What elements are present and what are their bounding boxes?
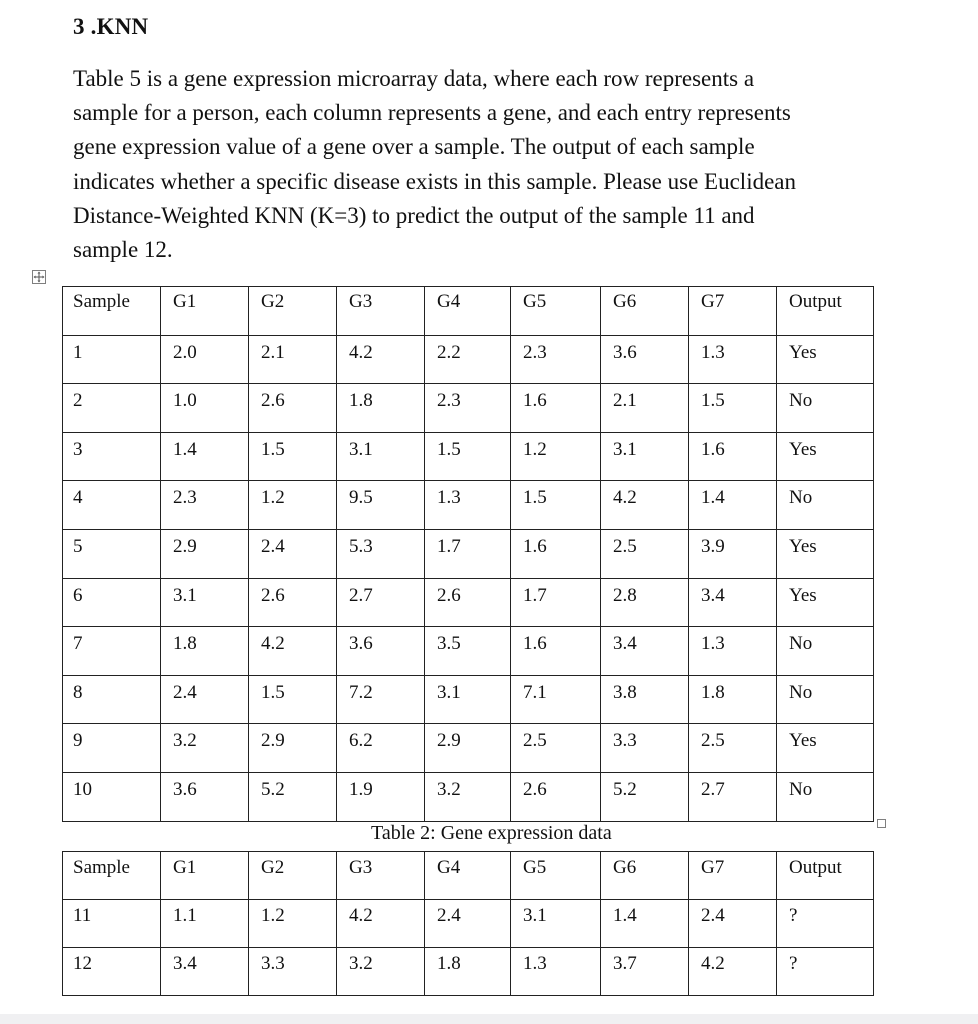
table-cell: 1.5 <box>689 384 777 433</box>
table-cell: 2.6 <box>249 384 337 433</box>
table-row <box>63 772 874 821</box>
table-cell: 2.1 <box>601 384 689 433</box>
table-cell: 9.5 <box>337 481 425 530</box>
table-row <box>63 948 874 996</box>
table-cell: 2.1 <box>249 335 337 384</box>
column-header: G5 <box>511 852 601 900</box>
table-cell: 2.9 <box>425 724 511 773</box>
column-header: G4 <box>425 287 511 336</box>
table-cell: 3.1 <box>511 900 601 948</box>
table-cell: 3.1 <box>161 578 249 627</box>
table-cell: 4.2 <box>689 948 777 996</box>
table-cell: 3.4 <box>601 627 689 676</box>
paragraph-line: gene expression value of a gene over a sample. The output of each sample <box>73 134 755 160</box>
table-cell: 4.2 <box>337 900 425 948</box>
table-cell: 3.2 <box>337 948 425 996</box>
table-header-row <box>63 287 874 336</box>
table-cell: 2.6 <box>511 772 601 821</box>
table-cell: 1.8 <box>161 627 249 676</box>
query-samples-table <box>62 851 874 996</box>
section-heading: 3 .KNN <box>73 14 149 39</box>
table-cell: 1.9 <box>337 772 425 821</box>
table-cell: 2.8 <box>601 578 689 627</box>
table-cell: 1.0 <box>161 384 249 433</box>
table-cell: 3.1 <box>425 675 511 724</box>
table-row <box>63 578 874 627</box>
table-cell: 5.3 <box>337 529 425 578</box>
column-header: G2 <box>249 852 337 900</box>
table-cell: 1.8 <box>337 384 425 433</box>
table-cell: 1.5 <box>511 481 601 530</box>
column-header: Sample <box>63 287 161 336</box>
table-cell: 5 <box>63 529 161 578</box>
table-cell: 1.3 <box>425 481 511 530</box>
table-cell: 1.4 <box>161 432 249 481</box>
table-cell: 2.4 <box>425 900 511 948</box>
table-cell: 12 <box>63 948 161 996</box>
table-cell: 2.9 <box>161 529 249 578</box>
table-cell: 2.5 <box>511 724 601 773</box>
table-cell: 1 <box>63 335 161 384</box>
table-cell: 11 <box>63 900 161 948</box>
table-cell: No <box>777 481 874 530</box>
table-cell: Yes <box>777 724 874 773</box>
table-header-row <box>63 852 874 900</box>
table-cell: 2.3 <box>161 481 249 530</box>
table-cell: 1.6 <box>689 432 777 481</box>
table-cell: 5.2 <box>249 772 337 821</box>
table-row <box>63 384 874 433</box>
table-cell: 1.4 <box>601 900 689 948</box>
table-row <box>63 627 874 676</box>
table-cell: 1.3 <box>511 948 601 996</box>
table-cell: 3.5 <box>425 627 511 676</box>
table-cell: 2.4 <box>689 900 777 948</box>
table-cell: 1.7 <box>511 578 601 627</box>
bottom-strip <box>0 1014 978 1024</box>
table-cell: 2.3 <box>511 335 601 384</box>
table-cell: 2.7 <box>689 772 777 821</box>
table-cell: 3.7 <box>601 948 689 996</box>
table-cell: 7.1 <box>511 675 601 724</box>
table-cell: 1.2 <box>249 481 337 530</box>
table-cell: 1.4 <box>689 481 777 530</box>
table-cell: Yes <box>777 432 874 481</box>
table-cell: 1.6 <box>511 384 601 433</box>
table-cell: 2.9 <box>249 724 337 773</box>
table-row <box>63 675 874 724</box>
column-header: G5 <box>511 287 601 336</box>
column-header: G3 <box>337 287 425 336</box>
column-header: Output <box>777 287 874 336</box>
table-cell: 8 <box>63 675 161 724</box>
table-cell: 9 <box>63 724 161 773</box>
table-cell: ? <box>777 948 874 996</box>
paragraph-line: indicates whether a specific disease exists in this sample. Please use Euclidean <box>73 168 796 194</box>
column-header: G1 <box>161 287 249 336</box>
table-cell: 1.3 <box>689 627 777 676</box>
column-header: G4 <box>425 852 511 900</box>
table-cell: 1.8 <box>689 675 777 724</box>
table-cell: 3.9 <box>689 529 777 578</box>
table-cell: 3.6 <box>161 772 249 821</box>
table-cell: 1.1 <box>161 900 249 948</box>
table-cell: 3.6 <box>337 627 425 676</box>
gene-expression-table <box>62 286 874 822</box>
table-cell: 1.6 <box>511 627 601 676</box>
paragraph-line: sample for a person, each column represents a gene, and each entry represents <box>73 100 791 126</box>
table-cell: 4 <box>63 481 161 530</box>
table-cell: No <box>777 772 874 821</box>
table-cell: 3.6 <box>601 335 689 384</box>
table-cell: 1.6 <box>511 529 601 578</box>
table-cell: No <box>777 384 874 433</box>
table-cell: 3.4 <box>689 578 777 627</box>
table-cell: 7 <box>63 627 161 676</box>
table-cell: 1.5 <box>425 432 511 481</box>
table-cell: Yes <box>777 529 874 578</box>
table-cell: 3 <box>63 432 161 481</box>
table-cell: 2.7 <box>337 578 425 627</box>
column-header: G1 <box>161 852 249 900</box>
move-table-icon[interactable] <box>32 270 46 284</box>
table-cell: 1.3 <box>689 335 777 384</box>
problem-paragraph <box>73 62 933 267</box>
column-header: Sample <box>63 852 161 900</box>
table-cell: 1.2 <box>511 432 601 481</box>
table-cell: 2.0 <box>161 335 249 384</box>
table-cell: 6 <box>63 578 161 627</box>
table-cell: 1.5 <box>249 675 337 724</box>
column-header: G7 <box>689 852 777 900</box>
table-cell: 2 <box>63 384 161 433</box>
column-header: G6 <box>601 852 689 900</box>
table-cell: 2.3 <box>425 384 511 433</box>
table-row <box>63 432 874 481</box>
table-cell: No <box>777 627 874 676</box>
column-header: G6 <box>601 287 689 336</box>
table-cell: 2.2 <box>425 335 511 384</box>
table-cell: 2.6 <box>249 578 337 627</box>
table-row <box>63 529 874 578</box>
table-cell: 1.2 <box>249 900 337 948</box>
table-cell: No <box>777 675 874 724</box>
paragraph-line: Table 5 is a gene expression microarray data, where each row represents a <box>73 66 755 91</box>
table-row <box>63 900 874 948</box>
table-cell: 2.6 <box>425 578 511 627</box>
paragraph-line: Distance-Weighted KNN (K=3) to predict the output of the sample 11 and <box>73 202 755 228</box>
table-cell: 3.2 <box>425 772 511 821</box>
table-cell: 1.5 <box>249 432 337 481</box>
table-cell: 7.2 <box>337 675 425 724</box>
table-cell: 2.5 <box>689 724 777 773</box>
table-caption: Table 2: Gene expression data <box>371 822 612 844</box>
table-cell: 1.8 <box>425 948 511 996</box>
column-header: Output <box>777 852 874 900</box>
column-header: G2 <box>249 287 337 336</box>
table-row <box>63 335 874 384</box>
table-cell: 6.2 <box>337 724 425 773</box>
table-row <box>63 724 874 773</box>
table-cell: 4.2 <box>601 481 689 530</box>
table-cell: 3.8 <box>601 675 689 724</box>
table-cell: 10 <box>63 772 161 821</box>
table-cell: 2.4 <box>249 529 337 578</box>
table-cell: 4.2 <box>249 627 337 676</box>
table-cell: 1.7 <box>425 529 511 578</box>
table-cell: Yes <box>777 578 874 627</box>
table-cell: 3.3 <box>601 724 689 773</box>
resize-table-icon[interactable] <box>877 819 886 828</box>
paragraph-line: sample 12. <box>73 236 173 262</box>
column-header: G7 <box>689 287 777 336</box>
table-row <box>63 481 874 530</box>
table-cell: Yes <box>777 335 874 384</box>
table-cell: 2.5 <box>601 529 689 578</box>
table-cell: 3.1 <box>337 432 425 481</box>
table-cell: ? <box>777 900 874 948</box>
table-cell: 3.2 <box>161 724 249 773</box>
table-cell: 4.2 <box>337 335 425 384</box>
table-cell: 3.3 <box>249 948 337 996</box>
table-cell: 3.4 <box>161 948 249 996</box>
table-cell: 3.1 <box>601 432 689 481</box>
column-header: G3 <box>337 852 425 900</box>
table-cell: 5.2 <box>601 772 689 821</box>
table-cell: 2.4 <box>161 675 249 724</box>
